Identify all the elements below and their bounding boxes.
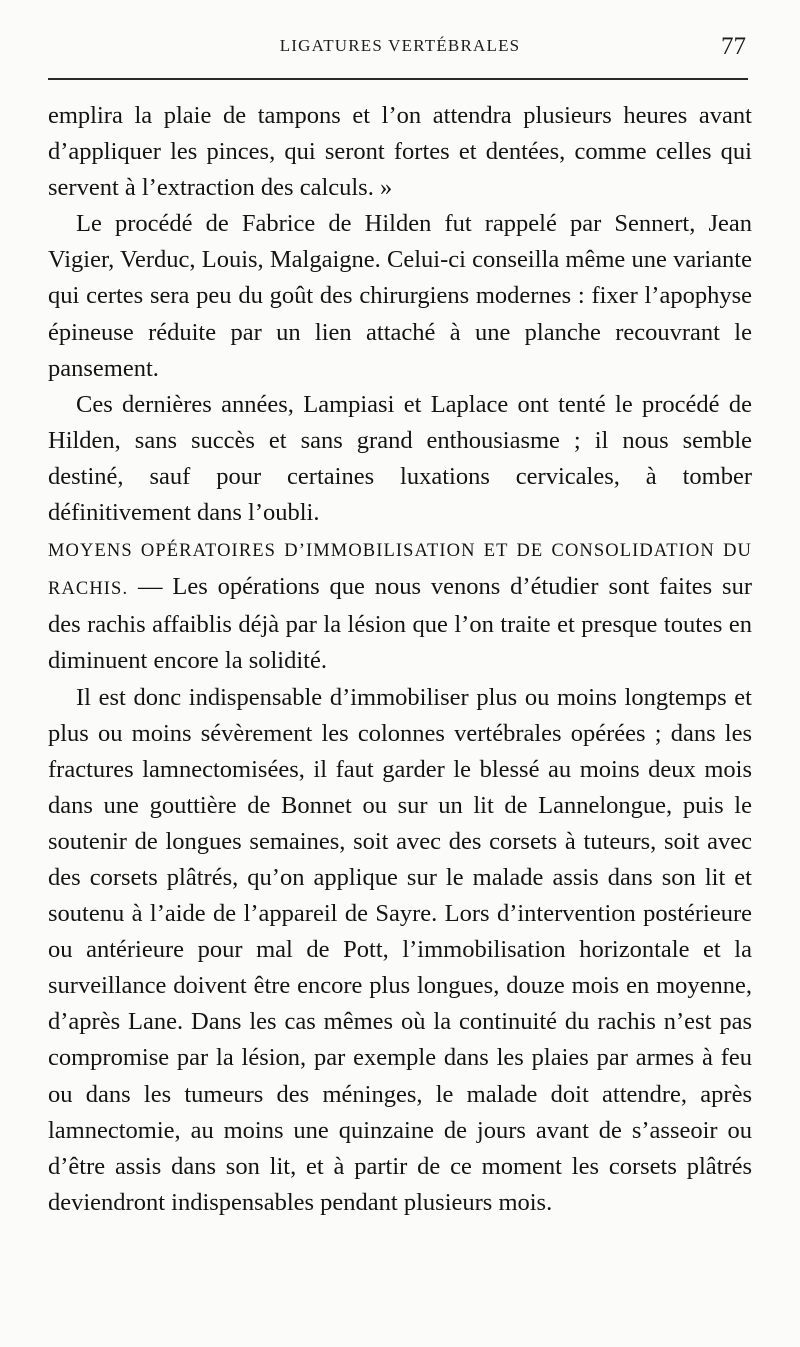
section-text: — Les opérations que nous venons d’étudier sont faites sur des rachis affaiblis déjà par la lésion que l’on traite et presque toutes en diminuent encore la solidité.	[48, 573, 752, 675]
section-paragraph	[48, 531, 752, 679]
section-heading: MOYENS OPÉRATOIRES D’IMMOBILISATION ET DE CONSOLIDATION DU RACHIS.	[48, 541, 752, 600]
header-rule	[48, 78, 748, 80]
paragraph-recent-years: Ces dernières années, Lampiasi et Laplace ont tenté le procédé de Hilden, sans succès et sans grand enthousiasme ; il nous semble destiné, sauf pour certaines luxations cervicales, à tomber définitivement dans l’oubli.	[48, 390, 752, 527]
page-number: 77	[721, 33, 746, 60]
running-head	[48, 30, 752, 70]
paragraph-immobilisation: Il est donc indispensable d’immobiliser plus ou moins longtemps et plus ou moins sévèrement les colonnes vertébrales opérées ; dans les fractures lamnectomisées, il faut garder le blessé au moins deux mois dans une gouttière de Bonnet ou sur un lit de Lannelongue, puis le soutenir de longues semaines, soit avec des corsets à tuteurs, soit avec des corsets plâtrés, qu’on applique sur le malade assis dans son lit et soutenu à l’aide de l’appareil de Sayre. Lors d’intervention postérieure ou antérieure pour mal de Pott, l’immobilisation horizontale et la surveillance doivent être encore plus longues, douze mois en moyenne, d’après Lane. Dans les cas mêmes où la continuité du rachis n’est pas compromise par la lésion, par exemple dans les plaies par armes à feu ou dans les tumeurs des méninges, le malade doit attendre, après lamnectomie, au moins une quinzaine de jours avant de s’asseoir ou d’être assis dans son lit, et à partir de ce moment les corsets plâtrés deviendront indispensables pendant plusieurs mois.	[48, 683, 752, 1216]
body-text	[48, 98, 752, 1221]
paragraph-hilden-recall: Le procédé de Fabrice de Hilden fut rappelé par Sennert, Jean Vigier, Verduc, Louis, Malgaigne. Celui-ci conseilla même une variante qui certes sera peu du goût des chirurgiens modernes : fixer l’apophyse épineuse réduite par un lien attaché à une planche recouvrant le pansement.	[48, 210, 752, 382]
paragraph-continuation: emplira la plaie de tampons et l’on attendra plusieurs heures avant d’appliquer les pinces, qui seront fortes et dentées, comme celles qui servent à l’extraction des calculs. »	[48, 102, 752, 202]
running-title: LIGATURES VERTÉBRALES	[279, 36, 521, 55]
